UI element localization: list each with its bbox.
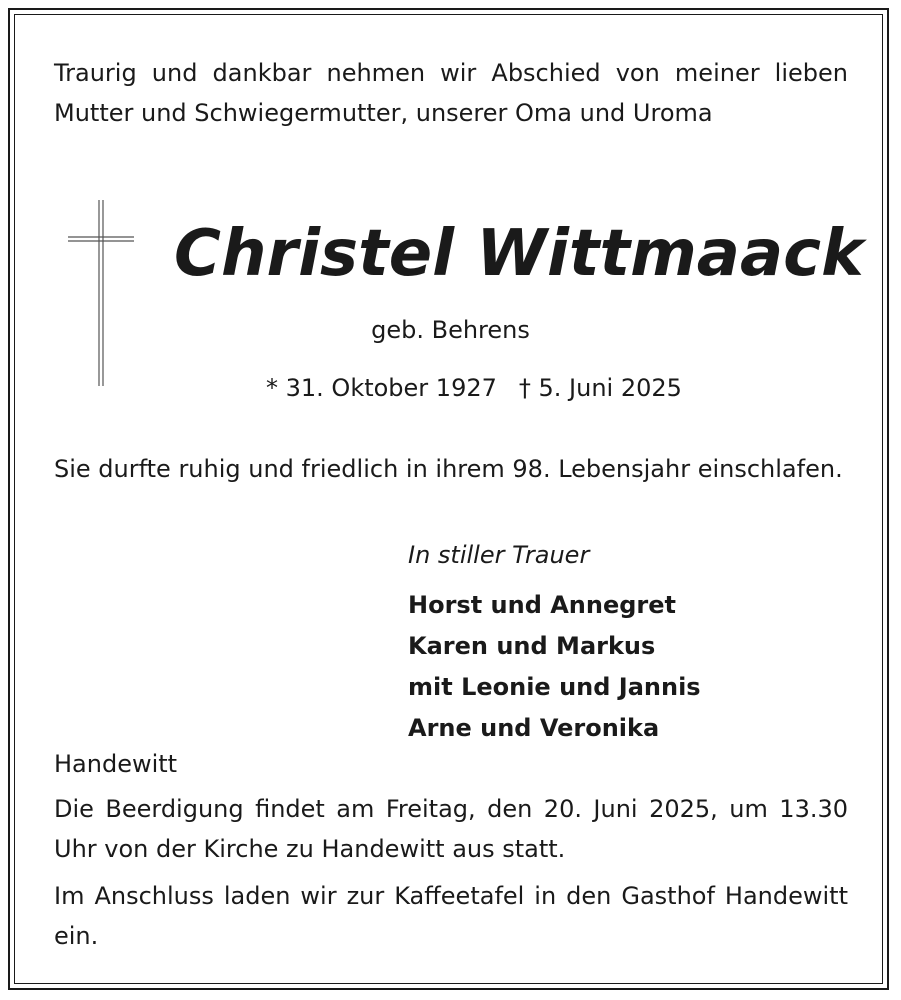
funeral-text: Die Beerdigung findet am Freitag, den 20. Juni 2025, um 13.30 Uhr von der Kirche zu Handewitt aus statt.	[54, 795, 848, 863]
coffee-text: Im Anschluss laden wir zur Kaffeetafel in den Gasthof Handewitt ein.	[54, 882, 848, 950]
intro-text: Traurig und dankbar nehmen wir Abschied von meiner lieben Mutter und Schwiegermutter, unserer Oma und Uroma	[54, 59, 848, 127]
mourners-list	[408, 585, 701, 749]
mourner-item: Horst und Annegret	[408, 591, 677, 619]
deceased-name: Christel Wittmaack	[174, 217, 864, 291]
maiden-name: geb. Behrens	[371, 316, 530, 344]
mourner-item: Karen und Markus	[408, 632, 656, 660]
cross-icon	[68, 200, 134, 386]
life-dates	[266, 368, 682, 408]
place-name: Handewitt	[54, 750, 178, 778]
mourner-item: Arne und Veronika	[408, 714, 660, 742]
mourning-label: In stiller Trauer	[408, 541, 590, 569]
birth-date: * 31. Oktober 1927	[266, 374, 497, 402]
death-date: † 5. Juni 2025	[518, 374, 682, 402]
mourner-item: mit Leonie und Jannis	[408, 673, 701, 701]
passing-text: Sie durfte ruhig und friedlich in ihrem 98. Lebensjahr einschlafen.	[54, 455, 843, 483]
